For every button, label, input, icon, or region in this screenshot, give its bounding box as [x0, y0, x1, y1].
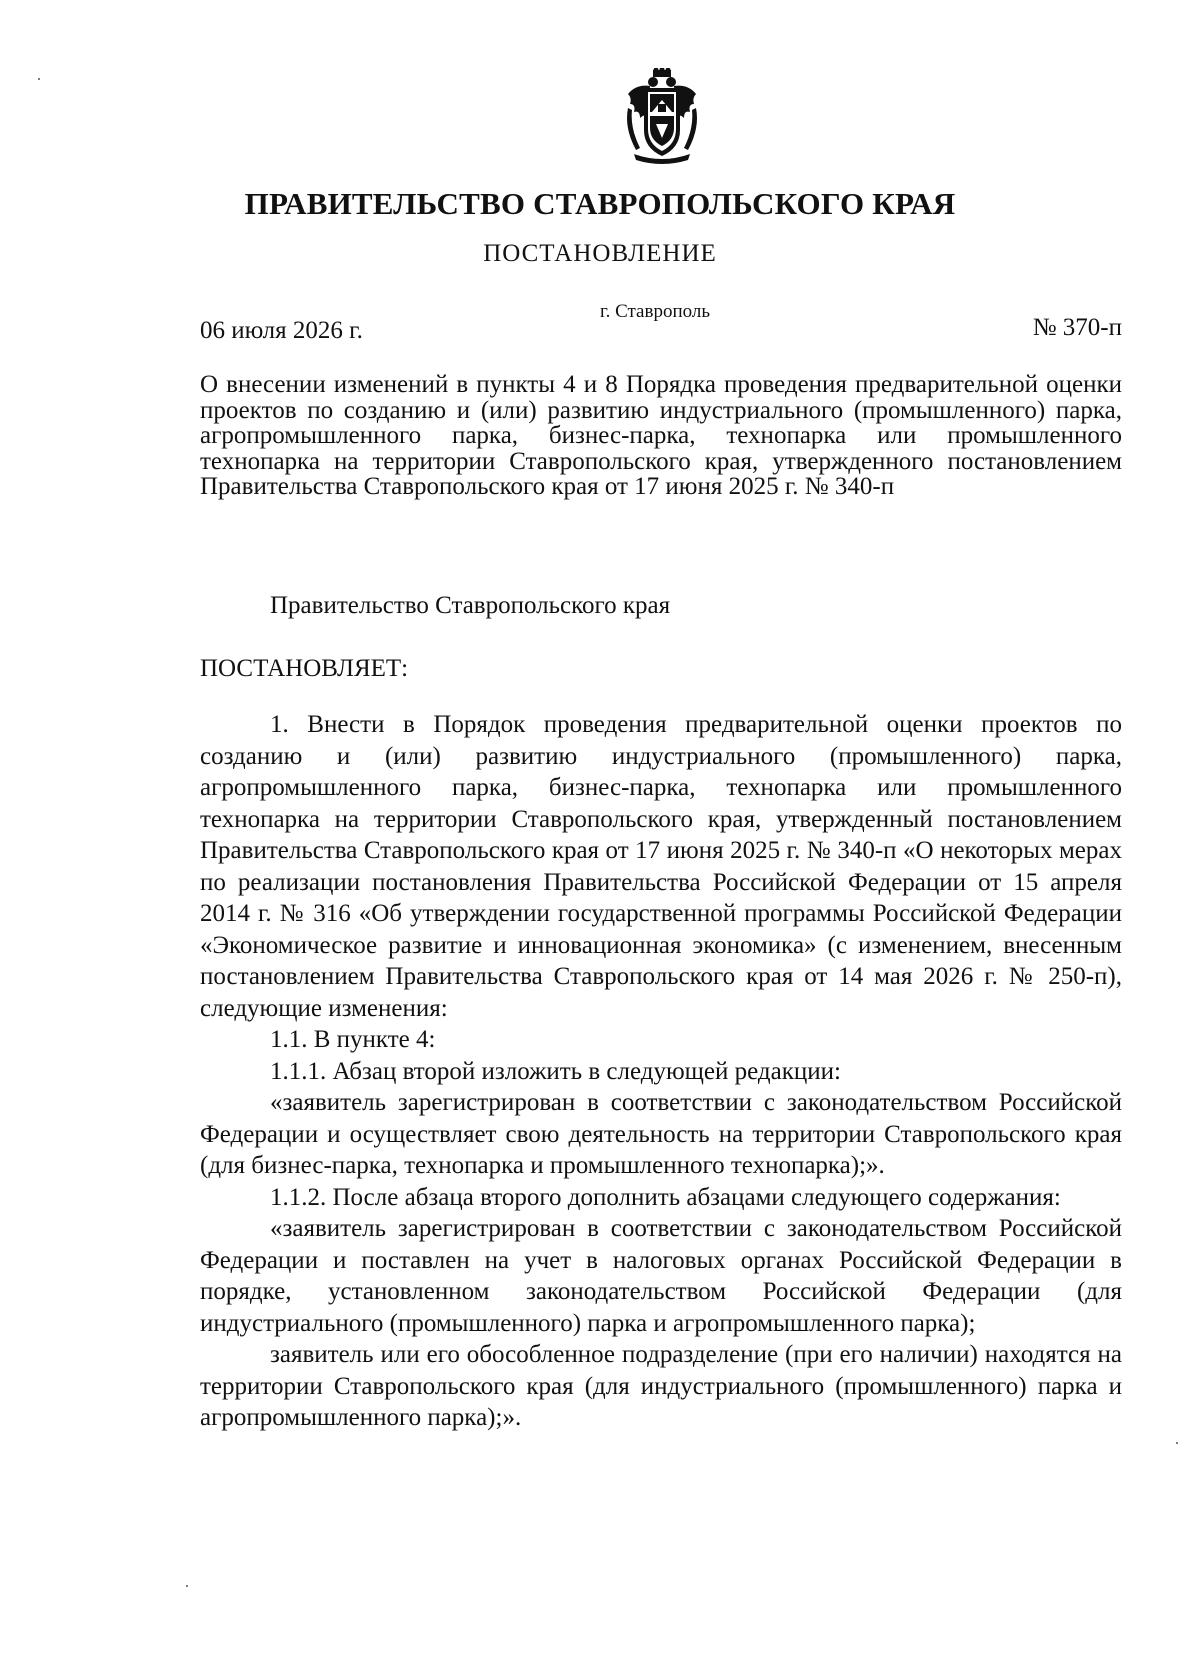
- paragraph-1-1: 1.1. В пункте 4:: [270, 1026, 436, 1053]
- scan-speck: [38, 78, 40, 80]
- document-subject: О внесении изменений в пункты 4 и 8 Порядка проведения предварительной оценки проектов по созданию и (или) развитию индустриального (промышленного) парка, агропромышленного парка, бизнес-парка, технопарка или промышленного технопарка на территории Ставропольского края, утвержденного постановлением Правительства Ставропольского края от 17 июня 2025 г. № 340-п: [200, 371, 1122, 500]
- quoted-paragraph: «заявитель зарегистрирован в соответствии с законодательством Российской Федерации и осуществляет свою деятельность на территории Ставропольского края (для бизнес-парка, технопарка и промышленного технопарка);».: [200, 1089, 1122, 1179]
- paragraph-1-1-1: 1.1.1. Абзац второй изложить в следующей редакции:: [270, 1057, 841, 1085]
- organization-title: ПРАВИТЕЛЬСТВО СТАВРОПОЛЬСКОГО КРАЯ: [244, 186, 956, 221]
- scan-speck: [186, 1585, 188, 1587]
- city-label: г. Ставрополь: [599, 301, 711, 322]
- document-date: 06 июля 2026 г.: [200, 317, 363, 344]
- document-body: [200, 709, 1122, 1434]
- decrees-heading: ПОСТАНОВЛЯЕТ:: [200, 655, 409, 682]
- coat-of-arms-icon: [622, 68, 702, 164]
- document-number: № 370-п: [1032, 314, 1122, 341]
- document-type: ПОСТАНОВЛЕНИЕ: [483, 240, 717, 267]
- paragraph-1: 1. Внести в Порядок проведения предварительной оценки проектов по созданию и (или) развитию индустриального (промышленного) парка, агропромышленного парка, бизнес-парка, технопарка или промышленного технопарка на территории Ставропольского края, утвержденный постановлением Правительства Ставропольского края от 17 июня 2025 г. № 340-п «О некоторых мерах по реализации постановления Правительства Российской Федерации от 15 апреля 2014 г. № 316 «Об утверждении государственной программы Российской Федерации «Экономическое развитие и инновационная экономика» (с изменением, внесенным постановлением Правительства Ставропольского края от 14 мая 2026 г. № 250-п), следующие изменения:: [200, 711, 1122, 1022]
- quoted-paragraph: заявитель или его обособленное подразделение (при его наличии) находятся на территории Ставропольского края (для индустриального (промышленного) парка и агропромышленного парка);».: [200, 1341, 1122, 1431]
- paragraph-1-1-2: 1.1.2. После абзаца второго дополнить абзацами следующего содержания:: [270, 1183, 1061, 1211]
- government-name: Правительство Ставропольского края: [270, 592, 671, 619]
- quoted-paragraph: «заявитель зарегистрирован в соответствии с законодательством Российской Федерации и поставлен на учет в налоговых органах Российской Федерации в порядке, установленном законодательством Российской Федерации (для индустриального (промышленного) парка и агропромышленного парка);: [200, 1215, 1122, 1337]
- scan-speck: [1176, 1442, 1178, 1444]
